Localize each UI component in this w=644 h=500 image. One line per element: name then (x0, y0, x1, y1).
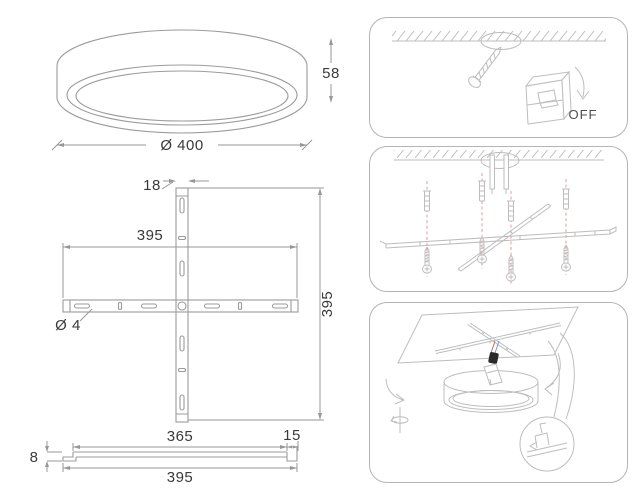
profile-total-label: 395 (166, 469, 194, 486)
hook-detail-sketch (527, 423, 567, 457)
screw-icon (467, 43, 507, 90)
wall-plug-icon (562, 189, 570, 209)
supply-wires (490, 155, 509, 194)
detail-view (520, 417, 574, 471)
profile-thickness-label: 8 (29, 449, 39, 466)
ceiling-hatch (392, 30, 606, 41)
lift-arrow-icon (545, 353, 560, 395)
rotation-axis-icon (391, 407, 408, 433)
step3-illustration (370, 303, 627, 482)
off-label: OFF (568, 107, 598, 122)
bracket-height-label: 395 (319, 290, 336, 318)
lamp-diameter-dimension (52, 137, 312, 154)
step1-illustration (370, 18, 627, 137)
lamp-height-label: 58 (322, 65, 340, 82)
install-step-2-panel (369, 146, 628, 292)
bracket-width-label: 395 (136, 227, 164, 244)
mounting-plate-sketch (398, 307, 578, 363)
wall-plug-icon (478, 181, 486, 201)
off-arrow-icon (575, 67, 589, 99)
bracket-sketch (380, 204, 616, 271)
bracket-profile-view (63, 446, 297, 461)
lamp-diameter-label: Ø 400 (160, 137, 204, 154)
bracket-front-view (63, 188, 298, 422)
power-switch-icon (526, 72, 571, 124)
profile-end-label: 15 (283, 427, 301, 444)
bracket-hole-dimension (55, 309, 92, 334)
install-step-3-panel (369, 302, 628, 483)
step2-illustration (370, 147, 627, 291)
alignment-dash-lines (427, 173, 566, 285)
bracket-thickness-label: 18 (143, 177, 161, 194)
install-step-1-panel (369, 17, 628, 138)
ceiling-hatch (394, 150, 604, 160)
profile-thickness-dimension (30, 441, 62, 472)
zoom-callout-band (548, 333, 574, 419)
profile-inner-dimension (73, 428, 287, 451)
wall-plug-icon (507, 201, 515, 221)
lamp-height-dimension (322, 38, 340, 103)
bracket-hole-label: Ø 4 (55, 317, 81, 334)
lamp-side-view (57, 30, 307, 133)
wall-plug-icons (423, 181, 570, 221)
screw-icons (423, 237, 571, 281)
wall-plug-icon (423, 191, 431, 211)
profile-inner-label: 365 (166, 428, 194, 445)
profile-total-dimension (63, 463, 297, 486)
rotate-arrow-icon (386, 379, 404, 404)
